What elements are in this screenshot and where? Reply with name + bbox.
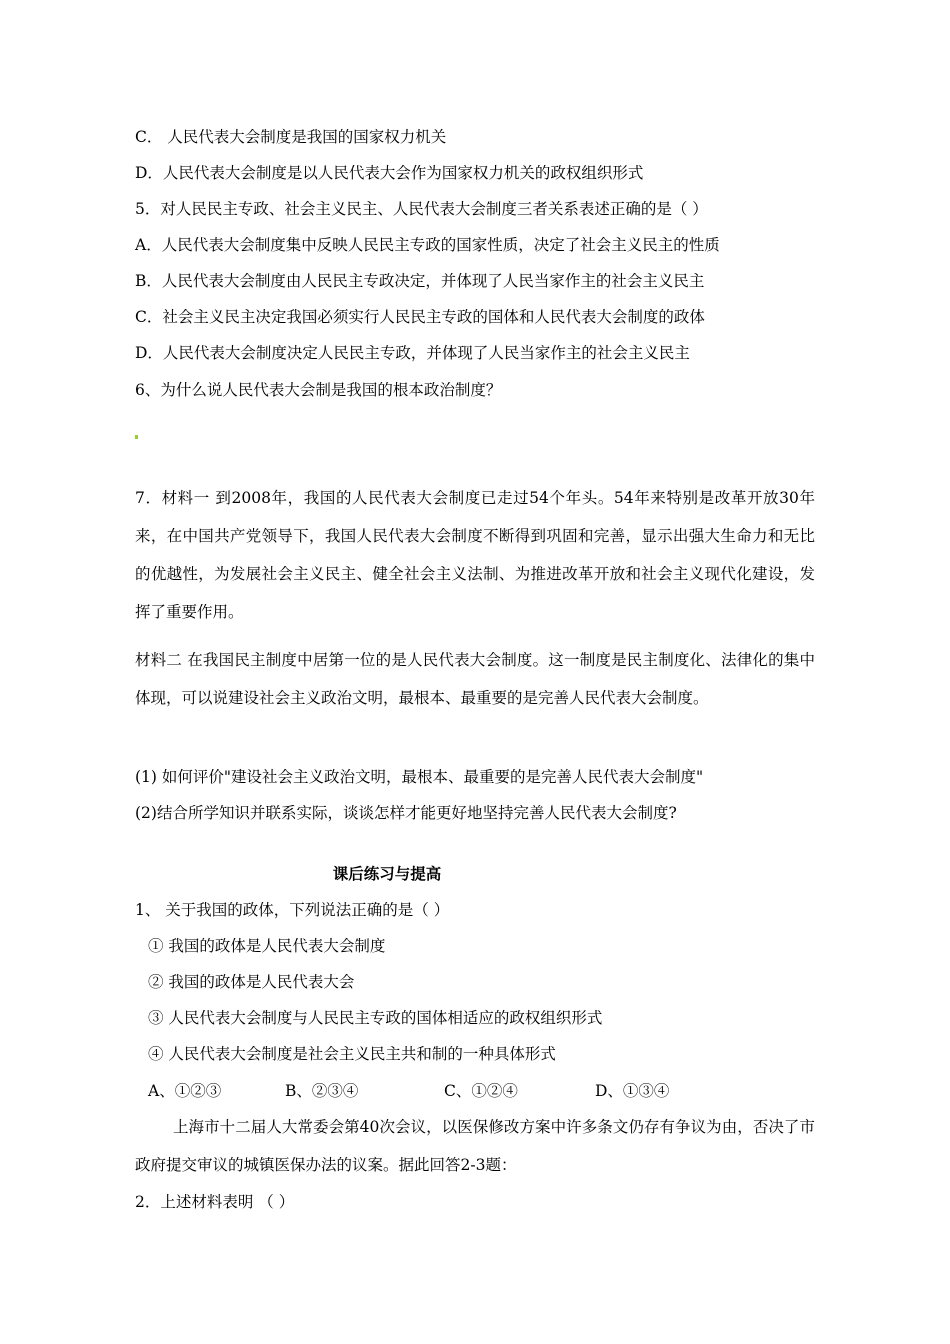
p1-option-d: D、①③④ bbox=[595, 1082, 670, 1100]
q6-stem: 6、为什么说人民代表大会制是我国的根本政治制度？ bbox=[135, 381, 502, 399]
q7-sub-question-2: (2)结合所学知识并联系实际，谈谈怎样才能更好地坚持完善人民代表大会制度? bbox=[135, 804, 677, 822]
p1-option-a: A、①②③ bbox=[148, 1082, 222, 1100]
stray-mark bbox=[135, 435, 138, 439]
q7-material-two: 材料二 在我国民主制度中居第一位的是人民代表大会制度。这一制度是民主制度化、法律化的集中体现，可以说建设社会主义政治文明，最根本、最重要的是完善人民代表大会制度。 bbox=[135, 651, 815, 707]
q5-option-b: B．人民代表大会制度由人民民主专政决定，并体现了人民当家作主的社会主义民主 bbox=[135, 272, 705, 290]
p2-stem: 2．上述材料表明 （ ） bbox=[135, 1193, 295, 1211]
q7-sub-question-1: (1) 如何评价"建设社会主义政治文明，最根本、最重要的是完善人民代表大会制度" bbox=[135, 768, 704, 786]
p1-statement-3: ③ 人民代表大会制度与人民民主专政的国体相适应的政权组织形式 bbox=[148, 1009, 603, 1027]
p1-statement-1: ① 我国的政体是人民代表大会制度 bbox=[148, 937, 386, 955]
p1-statement-4: ④ 人民代表大会制度是社会主义民主共和制的一种具体形式 bbox=[148, 1045, 556, 1063]
p1-stem: 1、 关于我国的政体，下列说法正确的是（ ） bbox=[135, 901, 450, 919]
q5-option-a: A．人民代表大会制度集中反映人民民主专政的国家性质，决定了社会主义民主的性质 bbox=[135, 236, 720, 254]
q5-stem: 5．对人民民主专政、社会主义民主、人民代表大会制度三者关系表述正确的是（ ） bbox=[135, 200, 708, 218]
q5-option-c: C．社会主义民主决定我国必须实行人民民主专政的国体和人民代表大会制度的政体 bbox=[135, 308, 705, 326]
section-title bbox=[0, 864, 950, 884]
p1-option-c: C、①②④ bbox=[444, 1082, 518, 1100]
q5-option-d: D．人民代表大会制度决定人民民主专政，并体现了人民当家作主的社会主义民主 bbox=[135, 344, 690, 362]
q7-material-one: 7．材料一 到2008年，我国的人民代表大会制度已走过54个年头。54年来特别是改革开放30年来，在中国共产党领导下，我国人民代表大会制度不断得到巩固和完善，显示出强大生命力和无比的优越性，为发展社会主义民主、健全社会主义法制、为推进改革开放和社会主义现代化建设，发挥了重要作用。 bbox=[135, 489, 815, 621]
shanghai-material: 上海市十二届人大常委会第40次会议，以医保修改方案中许多条文仍存有争议为由，否决了市政府提交审议的城镇医保办法的议案。据此回答2-3题： bbox=[135, 1118, 815, 1174]
section-title-text: 课后练习与提高 bbox=[332, 864, 442, 883]
q4-option-d: D．人民代表大会制度是以人民代表大会作为国家权力机关的政权组织形式 bbox=[135, 164, 644, 182]
p1-option-b: B、②③④ bbox=[285, 1082, 359, 1100]
q4-option-c: C． 人民代表大会制度是我国的国家权力机关 bbox=[135, 128, 447, 146]
p1-statement-2: ② 我国的政体是人民代表大会 bbox=[148, 973, 355, 991]
